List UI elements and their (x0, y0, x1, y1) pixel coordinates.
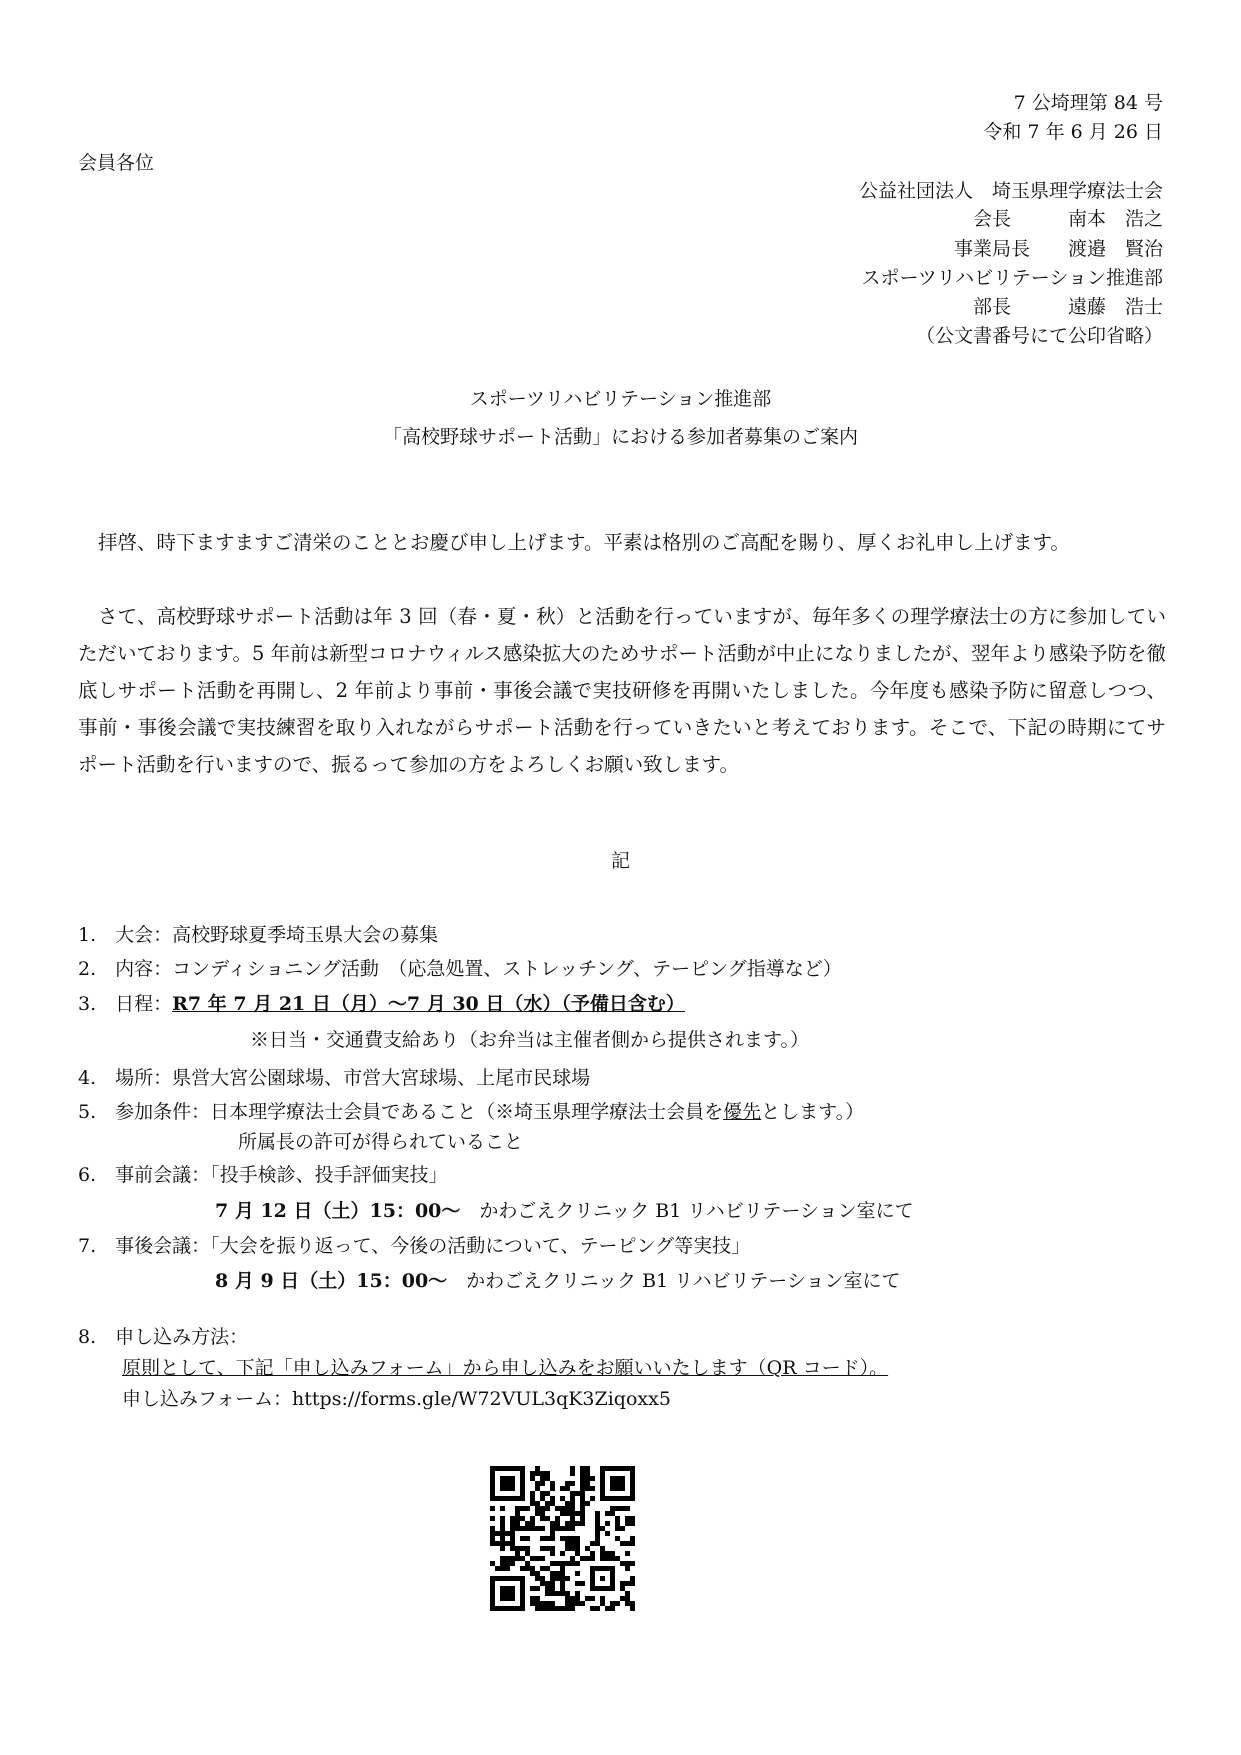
greeting-paragraph: 拝啓、時下ますますご清栄のこととお慶び申し上げます。平素は格別のご高配を賜り、厚くお礼申し上げます。 (98, 531, 1070, 554)
item-1: 1. 大会：高校野球夏季埼玉県大会の募集 (78, 924, 439, 946)
ki-heading: 記 (610, 850, 630, 872)
item-6-schedule (215, 1200, 914, 1223)
item-7-place: かわごえクリニック B1 リハビリテーション室にて (447, 1270, 901, 1292)
item-4: 4. 場所：県営大宮公園球場、市営大宮球場、上尾市民球場 (78, 1067, 591, 1089)
sender-dept-head: 部長 遠藤 浩士 (972, 296, 1163, 318)
main-paragraph: さて、高校野球サポート活動は年 3 回（春・夏・秋）と活動を行っていますが、毎年多くの理学療法士の方に参加していただいております。5 年前は新型コロナウィルス感染拡大のためサポート活動が中止になりましたが、翌年より感染予防を徹底しサポート活動を再開し、2 年前より事前・事後会議で実技研修を再開いたしました。今年度も感染予防に留意しつつ、事前・事後会議で実技練習を取り入れながらサポート活動を行っていきたいと考えております。そこで、下記の時期にてサポート活動を行いますので、振るって参加の方をよろしくお願い致します。 (78, 605, 1166, 776)
page-title: 「高校野球サポート活動」における参加者募集のご案内 (382, 426, 858, 448)
item-5-note: 所属長の許可が得られていること (238, 1131, 524, 1153)
item-7-schedule (215, 1270, 900, 1293)
sender-dept: スポーツリハビリテーション推進部 (861, 267, 1163, 289)
item-8-instructions: 原則として、下記「申し込みフォーム」から申し込みをお願いいたします（QR コード）。 (122, 1357, 889, 1379)
item-3-note: ※日当・交通費支給あり（お弁当は主催者側から提供されます。） (250, 1029, 809, 1051)
item-7: 7. 事後会議：「大会を振り返って、今後の活動について、テーピング等実技」 (78, 1235, 751, 1257)
application-form-link[interactable]: 申し込みフォーム：https://forms.gle/W72VUL3qK3Ziqoxx5 (122, 1388, 671, 1410)
sender-chair: 会長 南本 浩之 (972, 208, 1163, 230)
item-8: 8. 申し込み方法： (78, 1326, 249, 1348)
title-dept: スポーツリハビリテーション推進部 (469, 388, 772, 410)
item-5-text: 5. 参加条件：日本理学療法士会員であること（※埼玉県理学療法士会員を (78, 1101, 724, 1123)
item-2: 2. 内容：コンディショニング活動 （応急処置、ストレッチング、テーピング指導など） (78, 958, 842, 980)
sender-secretary: 事業局長 渡邉 賢治 (953, 238, 1163, 260)
item-5 (78, 1101, 864, 1124)
item-6-date: 7 月 12 日（土）15：00～ (215, 1200, 461, 1222)
item-3 (78, 993, 685, 1016)
item-7-date: 8 月 9 日（土）15：00～ (215, 1270, 448, 1292)
sender-org: 公益社団法人 埼玉県理学療法士会 (858, 180, 1163, 202)
item-3-date: R7 年 7 月 21 日（月）～7 月 30 日（水）（予備日含む） (172, 993, 685, 1015)
item-6: 6. 事前会議：「投手検診、投手評価実技」 (78, 1164, 448, 1186)
item-6-place: かわごえクリニック B1 リハビリテーション室にて (460, 1200, 914, 1222)
item-5-text-end: とします。） (761, 1101, 865, 1123)
addressee: 会員各位 (78, 152, 155, 174)
seal-omitted-note: （公文書番号にて公印省略） (915, 325, 1163, 347)
item-3-label: 3. 日程： (78, 993, 173, 1015)
doc-number: 7 公埼理第 84 号 (1013, 92, 1163, 114)
item-5-priority: 優先 (723, 1101, 762, 1123)
qr-code-icon[interactable] (490, 1466, 635, 1611)
doc-date: 令和 7 年 6 月 26 日 (983, 121, 1163, 143)
